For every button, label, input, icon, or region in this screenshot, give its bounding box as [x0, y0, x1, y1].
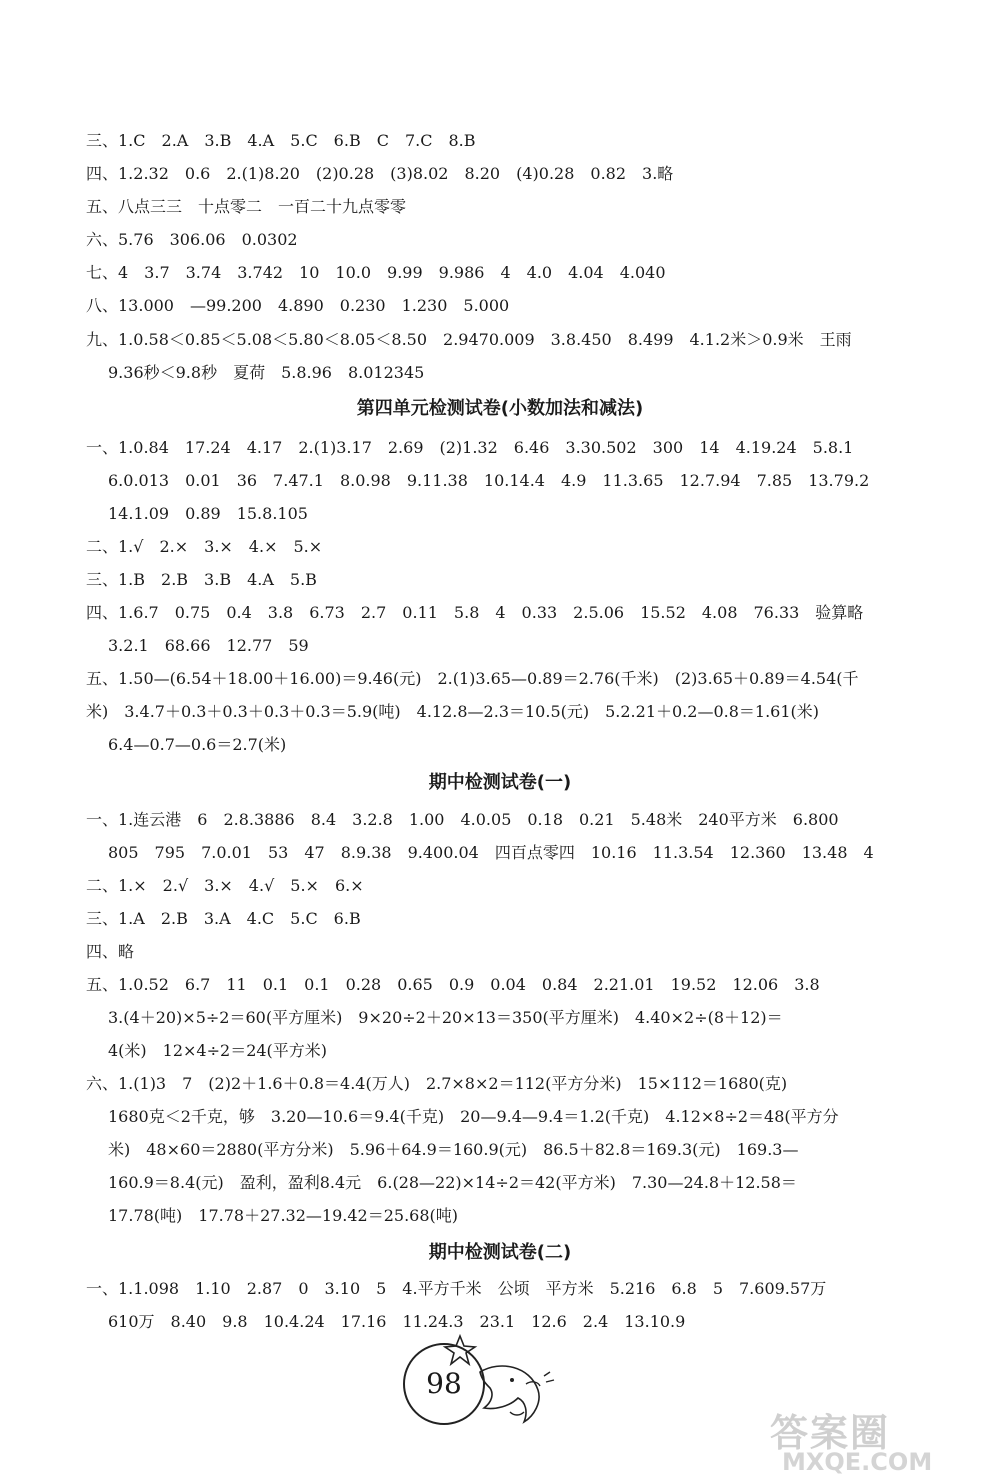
- answer-line: 610万 8.40 9.8 10.4.24 17.16 11.24.3 23.1 12.6 2.4 13.10.9: [108, 1312, 686, 1331]
- answer-line: 6.4—0.7—0.6＝2.7(米): [108, 735, 287, 754]
- answer-line: 3.(4＋20)×5÷2＝60(平方厘米) 9×20÷2＋20×13＝350(平方厘米) 4.40×2÷(8＋12)＝: [108, 1008, 783, 1027]
- answer-line: 1680克＜2千克，够 3.20—10.6＝9.4(千克) 20—9.4—9.4＝1.2(千克) 4.12×8÷2＝48(平方分: [108, 1107, 839, 1126]
- answer-line: 三、1.A 2.B 3.A 4.C 5.C 6.B: [86, 909, 361, 928]
- answer-line: 9.36秒＜9.8秒 夏荷 5.8.96 8.012345: [108, 363, 425, 382]
- watermark-logo: [770, 1400, 995, 1476]
- answer-line: 17.78(吨) 17.78＋27.32—19.42＝25.68(吨): [108, 1206, 458, 1225]
- answer-line: 4(米) 12×4÷2＝24(平方米): [108, 1041, 328, 1060]
- answer-line: 160.9＝8.4(元) 盈利，盈利8.4元 6.(28—22)×14÷2＝42(平方米) 7.30—24.8＋12.58＝: [108, 1173, 797, 1192]
- answer-line: 七、4 3.7 3.74 3.742 10 10.0 9.99 9.986 4 4.0 4.04 4.040: [86, 263, 666, 282]
- answer-line: 一、1.0.84 17.24 4.17 2.(1)3.17 2.69 (2)1.32 6.46 3.30.502 300 14 4.19.24 5.8.1: [86, 438, 854, 457]
- answer-line: 六、5.76 306.06 0.0302: [86, 230, 298, 249]
- answer-line: 805 795 7.0.01 53 47 8.9.38 9.400.04 四百点零四 10.16 11.3.54 12.360 13.48 4: [108, 843, 874, 862]
- answer-line: 二、1.× 2.√ 3.× 4.√ 5.× 6.×: [86, 876, 364, 895]
- answer-line: 三、1.B 2.B 3.B 4.A 5.B: [86, 570, 317, 589]
- watermark-text: 答案圈: [770, 1411, 891, 1455]
- answer-line: 四、1.2.32 0.6 2.(1)8.20 (2)0.28 (3)8.02 8.20 (4)0.28 0.82 3.略: [86, 164, 674, 183]
- answer-line: 二、1.√ 2.× 3.× 4.× 5.×: [86, 537, 323, 556]
- answer-line: 五、1.50—(6.54＋18.00＋16.00)＝9.46(元) 2.(1)3.65—0.89＝2.76(千米) (2)3.65＋0.89＝4.54(千: [86, 669, 859, 688]
- answer-line: 四、略: [86, 942, 135, 961]
- answer-line: 14.1.09 0.89 15.8.105: [108, 504, 308, 523]
- answer-line: 一、1.连云港 6 2.8.3886 8.4 3.2.8 1.00 4.0.05 0.18 0.21 5.48米 240平方米 6.800: [86, 810, 839, 829]
- section-title: 第四单元检测试卷(小数加法和减法): [356, 398, 644, 419]
- answer-line: 九、1.0.58＜0.85＜5.08＜5.80＜8.05＜8.50 2.9470.009 3.8.450 8.499 4.1.2米＞0.9米 王雨: [86, 330, 852, 349]
- answer-line: 一、1.1.098 1.10 2.87 0 3.10 5 4.平方千米 公顷 平方米 5.216 6.8 5 7.609.57万: [86, 1279, 827, 1298]
- page-number: 98: [403, 1343, 485, 1425]
- section-title: 期中检测试卷(二): [428, 1242, 572, 1263]
- watermark-url: MXQE.COM: [782, 1448, 933, 1476]
- answer-line: 六、1.(1)3 7 (2)2＋1.6＋0.8＝4.4(万人) 2.7×8×2＝112(平方分米) 15×112＝1680(克): [86, 1074, 788, 1093]
- answer-line: 五、1.0.52 6.7 11 0.1 0.1 0.28 0.65 0.9 0.04 0.84 2.21.01 19.52 12.06 3.8: [86, 975, 820, 994]
- answer-line: 米) 3.4.7＋0.3＋0.3＋0.3＋0.3＝5.9(吨) 4.12.8—2.3＝10.5(元) 5.2.21＋0.2—0.8＝1.61(米): [86, 702, 820, 721]
- answer-line: 三、1.C 2.A 3.B 4.A 5.C 6.B C 7.C 8.B: [86, 131, 476, 150]
- answer-line: 八、13.000 —99.200 4.890 0.230 1.230 5.000: [86, 296, 510, 315]
- answer-line: 3.2.1 68.66 12.77 59: [108, 636, 309, 655]
- answer-line: 五、八点三三 十点零二 一百二十九点零零: [86, 197, 407, 216]
- answer-line: 四、1.6.7 0.75 0.4 3.8 6.73 2.7 0.11 5.8 4 0.33 2.5.06 15.52 4.08 76.33 验算略: [86, 603, 864, 622]
- answer-line: 米) 48×60＝2880(平方分米) 5.96＋64.9＝160.9(元) 86.5＋82.8＝169.3(元) 169.3—: [108, 1140, 799, 1159]
- section-title: 期中检测试卷(一): [428, 772, 572, 793]
- answer-line: 6.0.013 0.01 36 7.47.1 8.0.98 9.11.38 10.14.4 4.9 11.3.65 12.7.94 7.85 13.79.2: [108, 471, 870, 490]
